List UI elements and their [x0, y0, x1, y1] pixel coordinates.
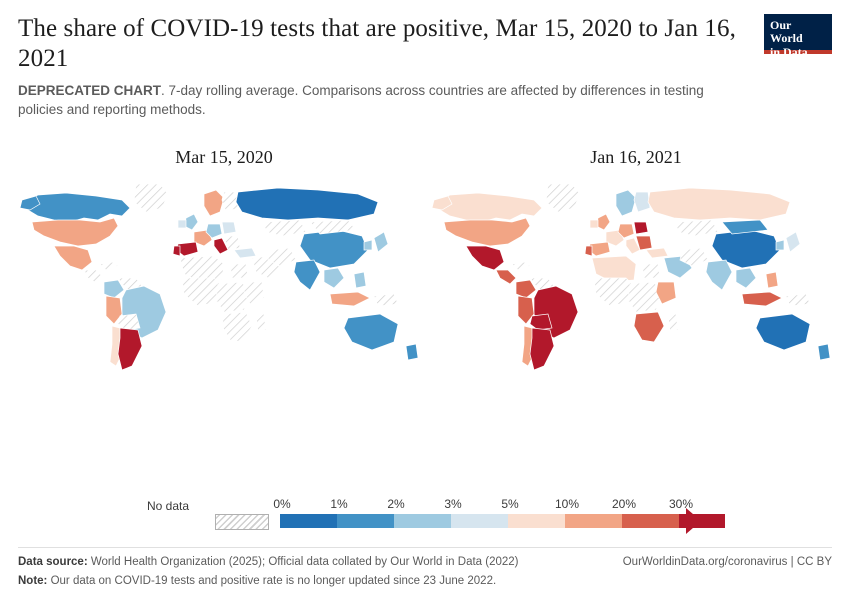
subtitle-text: . 7-day rolling average. Comparisons across countries are affected by differences in testing policies and reporting methods.: [18, 83, 704, 118]
legend-tick-7: 30%: [668, 497, 694, 511]
country-madagascar[interactable]: [668, 314, 678, 332]
country-philippines[interactable]: [766, 272, 778, 288]
country-kazakhstan[interactable]: [264, 220, 306, 236]
map-panels: [18, 147, 832, 447]
country-argentina[interactable]: [118, 328, 142, 370]
country-australia[interactable]: [344, 314, 398, 350]
country-new-zealand[interactable]: [406, 344, 418, 360]
country-south-korea[interactable]: [364, 240, 372, 250]
legend-bin-4[interactable]: [508, 514, 565, 528]
country-indonesia[interactable]: [742, 292, 782, 306]
footer-note-label: Note:: [18, 574, 48, 587]
legend-bin-6[interactable]: [622, 514, 679, 528]
owid-logo[interactable]: [764, 14, 832, 59]
legend-arrow-icon: [686, 508, 701, 534]
country-canada[interactable]: [438, 193, 542, 222]
country-mongolia[interactable]: [722, 220, 768, 234]
footer-license-link[interactable]: CC BY: [796, 555, 832, 568]
country-egypt[interactable]: [230, 264, 248, 278]
footer-links: [623, 554, 832, 571]
world-map-2020-03-15[interactable]: [18, 178, 430, 428]
country-finland[interactable]: [634, 192, 650, 212]
legend-bin-1[interactable]: [337, 514, 394, 528]
country-southeast-asia[interactable]: [324, 268, 344, 288]
legend-tick-4: 5%: [501, 497, 519, 511]
country-japan[interactable]: [374, 232, 388, 252]
country-portugal[interactable]: [585, 246, 592, 256]
country-greenland[interactable]: [134, 184, 168, 212]
logo-line-1: Our World: [770, 18, 803, 46]
world-map-2021-01-16[interactable]: [430, 178, 842, 428]
country-bolivia[interactable]: [530, 314, 552, 330]
country-papua[interactable]: [786, 294, 810, 306]
country-poland[interactable]: [222, 222, 236, 234]
country-turkey[interactable]: [646, 248, 668, 258]
map-date-left: Mar 15, 2020: [175, 147, 273, 168]
legend-tick-5: 10%: [554, 497, 580, 511]
logo-line-2: in Data: [770, 44, 808, 59]
country-papua[interactable]: [374, 294, 398, 306]
country-west-africa[interactable]: [594, 278, 634, 306]
chart-subtitle: [18, 81, 718, 119]
country-japan[interactable]: [786, 232, 800, 252]
legend-tick-3: 3%: [444, 497, 462, 511]
country-united-states[interactable]: [444, 218, 530, 246]
country-west-africa[interactable]: [182, 278, 222, 306]
legend-bin-0[interactable]: [280, 514, 337, 528]
legend-bin-2[interactable]: [394, 514, 451, 528]
country-mexico[interactable]: [54, 246, 92, 270]
map-legend: [0, 486, 850, 532]
footer-source-label: Data source:: [18, 555, 88, 568]
country-philippines[interactable]: [354, 272, 366, 288]
chart-footer: [18, 547, 832, 591]
country-central-america[interactable]: [496, 270, 516, 284]
country-united-states[interactable]: [32, 218, 118, 246]
deprecated-badge: DEPRECATED CHART: [18, 83, 162, 98]
country-south-korea[interactable]: [776, 240, 784, 250]
country-finland[interactable]: [222, 192, 238, 212]
map-panel-right: [430, 147, 842, 447]
footer-source: [18, 554, 519, 571]
legend-tick-0: 0%: [273, 497, 291, 511]
country-mongolia[interactable]: [310, 220, 356, 234]
legend-tick-1: 1%: [330, 497, 348, 511]
country-ireland[interactable]: [590, 220, 598, 228]
chart-header: [18, 14, 832, 119]
map-date-right: Jan 16, 2021: [590, 147, 682, 168]
country-kazakhstan[interactable]: [676, 220, 718, 236]
country-norway-sweden[interactable]: [204, 190, 224, 216]
country-cuba[interactable]: [100, 262, 118, 270]
country-southern-africa[interactable]: [222, 312, 252, 342]
country-southeast-asia[interactable]: [736, 268, 756, 288]
country-india[interactable]: [294, 260, 320, 290]
country-poland[interactable]: [634, 222, 648, 234]
country-russia[interactable]: [648, 188, 790, 220]
footer-divider: [18, 547, 832, 548]
legend-bin-3[interactable]: [451, 514, 508, 528]
footer-source-row: [18, 554, 832, 571]
country-greenland[interactable]: [546, 184, 580, 212]
country-egypt[interactable]: [642, 264, 660, 278]
legend-tick-6: 20%: [611, 497, 637, 511]
footer-note-text: Our data on COVID-19 tests and positive rate is no longer updated since 23 June 2022.: [50, 574, 497, 587]
footer-source-text: World Health Organization (2025); Official data collated by Our World in Data (2022): [90, 555, 519, 568]
country-russia[interactable]: [236, 188, 378, 220]
country-norway-sweden[interactable]: [616, 190, 636, 216]
country-mexico[interactable]: [466, 246, 504, 270]
legend-bins[interactable]: [280, 514, 725, 528]
country-india[interactable]: [706, 260, 732, 290]
country-cuba[interactable]: [512, 262, 530, 270]
country-ireland[interactable]: [178, 220, 186, 228]
legend-inner: [145, 486, 705, 532]
country-madagascar[interactable]: [256, 314, 266, 332]
country-argentina[interactable]: [530, 328, 554, 370]
legend-tick-2: 2%: [387, 497, 405, 511]
country-bolivia[interactable]: [118, 314, 140, 330]
page-title: The share of COVID-19 tests that are positive, Mar 15, 2020 to Jan 16, 2021: [18, 15, 736, 72]
country-canada[interactable]: [26, 193, 130, 222]
country-turkey[interactable]: [234, 248, 256, 258]
country-australia[interactable]: [756, 314, 810, 350]
footer-site-link[interactable]: OurWorldinData.org/coronavirus: [622, 555, 788, 568]
legend-no-data-swatch[interactable]: [215, 514, 269, 530]
country-indonesia[interactable]: [330, 292, 370, 306]
footer-note: [18, 573, 832, 590]
country-central-america[interactable]: [84, 270, 104, 284]
legend-bin-5[interactable]: [565, 514, 622, 528]
legend-no-data-label: No data: [147, 499, 190, 513]
country-new-zealand[interactable]: [818, 344, 830, 360]
footer-separator: |: [790, 555, 794, 568]
map-panel-left: [18, 147, 430, 447]
country-southern-africa[interactable]: [634, 312, 664, 342]
country-portugal[interactable]: [173, 246, 180, 256]
